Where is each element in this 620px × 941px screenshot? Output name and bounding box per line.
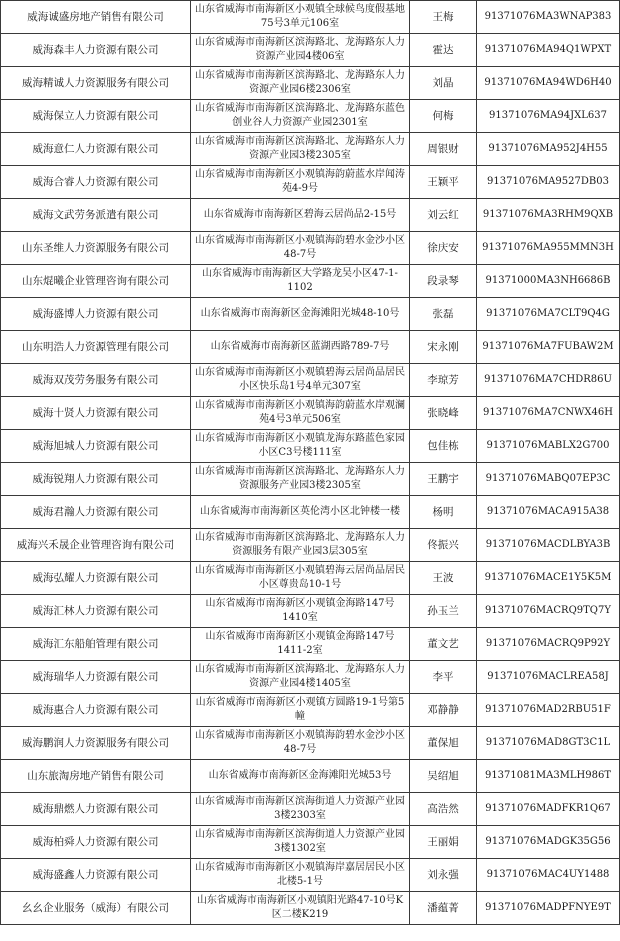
company-name-cell: 威海文武劳务派遣有限公司 — [1, 199, 191, 232]
company-name-cell: 威海兴禾晟企业管理咨询有限公司 — [1, 529, 191, 562]
table-row — [1, 430, 620, 463]
table-row — [1, 727, 620, 760]
company-name-cell: 威海旭城人力资源有限公司 — [1, 430, 191, 463]
credit-code-cell: 91371076MA7CNWX46H — [477, 397, 620, 430]
legal-representative-cell: 王波 — [410, 562, 477, 595]
table-row — [1, 265, 620, 298]
legal-representative-cell: 宋永刚 — [410, 331, 477, 364]
legal-representative-cell: 段录琴 — [410, 265, 477, 298]
company-name-cell: 山东焜曦企业管理咨询有限公司 — [1, 265, 191, 298]
address-cell: 山东省威海市南海新区滨海路北、龙海路东人力资源服务有限产业园3层305室 — [191, 529, 410, 562]
table-row — [1, 562, 620, 595]
company-name-cell: 威海精诚人力资源服务有限公司 — [1, 67, 191, 100]
legal-representative-cell: 张磊 — [410, 298, 477, 331]
company-name-cell: 山东圣维人力资源服务有限公司 — [1, 232, 191, 265]
company-name-cell: 威海双茂劳务服务有限公司 — [1, 364, 191, 397]
credit-code-cell: 91371076MACLREA58J — [477, 661, 620, 694]
legal-representative-cell: 孙玉兰 — [410, 595, 477, 628]
company-name-cell: 幺幺企业服务（威海）有限公司 — [1, 892, 191, 925]
table-row — [1, 166, 620, 199]
credit-code-cell: 91371076MAC4UY1488 — [477, 859, 620, 892]
address-cell: 山东省威海市南海新区小观镇碧海云居尚品居民小区尊贵岛10-1号 — [191, 562, 410, 595]
credit-code-cell: 91371076MABQ07EP3C — [477, 463, 620, 496]
credit-code-cell: 91371076MA7CHDR86U — [477, 364, 620, 397]
table-row — [1, 694, 620, 727]
table-row — [1, 859, 620, 892]
credit-code-cell: 91371076MA94WD6H40 — [477, 67, 620, 100]
table-row — [1, 661, 620, 694]
address-cell: 山东省威海市南海新区小观镇碧海云居尚品居民小区快乐岛1号4单元307室 — [191, 364, 410, 397]
table-body — [1, 1, 620, 925]
address-cell: 山东省威海市南海新区小观镇海韵碧水金沙小区48-7号 — [191, 232, 410, 265]
company-name-cell: 威海森丰人力资源有限公司 — [1, 34, 191, 67]
table-row — [1, 100, 620, 133]
legal-representative-cell: 潘蕴菁 — [410, 892, 477, 925]
table-row — [1, 793, 620, 826]
address-cell: 山东省威海市南海新区滨海街道人力资源产业园3楼2303室 — [191, 793, 410, 826]
company-name-cell: 威海汇林人力资源有限公司 — [1, 595, 191, 628]
table-row — [1, 1, 620, 34]
table-row — [1, 628, 620, 661]
table-row — [1, 463, 620, 496]
address-cell: 山东省威海市南海新区大学路龙吴小区47-1-1102 — [191, 265, 410, 298]
credit-code-cell: 91371076MA94JXL637 — [477, 100, 620, 133]
credit-code-cell: 91371076MA7FUBAW2M — [477, 331, 620, 364]
company-name-cell: 威海惠合人力资源有限公司 — [1, 694, 191, 727]
legal-representative-cell: 何梅 — [410, 100, 477, 133]
credit-code-cell: 91371076MACE1Y5K5M — [477, 562, 620, 595]
address-cell: 山东省威海市南海新区小观镇海韵碧水金沙小区48-7号 — [191, 727, 410, 760]
table-row — [1, 232, 620, 265]
company-name-cell: 威海弘耀人力资源有限公司 — [1, 562, 191, 595]
address-cell: 山东省威海市南海新区滨海路北、龙海路东人力资源产业园4楼06室 — [191, 34, 410, 67]
address-cell: 山东省威海市南海新区滨海路北、龙海路东蓝色创业谷人力资源产业园2301室 — [191, 100, 410, 133]
credit-code-cell: 91371076MA952J4H55 — [477, 133, 620, 166]
address-cell: 山东省威海市南海新区滨海路北、龙海路东人力资源产业园3楼2305室 — [191, 133, 410, 166]
address-cell: 山东省威海市南海新区小观镇龙海东路蓝色家园小区C3号楼111室 — [191, 430, 410, 463]
credit-code-cell: 91371076MACDLBYA3B — [477, 529, 620, 562]
credit-code-cell: 91371076MA94Q1WPXT — [477, 34, 620, 67]
table-row — [1, 760, 620, 793]
company-name-cell: 威海意仁人力资源有限公司 — [1, 133, 191, 166]
legal-representative-cell: 佟振兴 — [410, 529, 477, 562]
table-row — [1, 298, 620, 331]
table-row — [1, 397, 620, 430]
legal-representative-cell: 邓静静 — [410, 694, 477, 727]
company-name-cell: 威海鼎燃人力资源有限公司 — [1, 793, 191, 826]
company-name-cell: 威海盛鑫人力资源有限公司 — [1, 859, 191, 892]
company-name-cell: 威海盛博人力资源有限公司 — [1, 298, 191, 331]
legal-representative-cell: 刘云红 — [410, 199, 477, 232]
legal-representative-cell: 王丽娟 — [410, 826, 477, 859]
company-name-cell: 威海君瀚人力资源有限公司 — [1, 496, 191, 529]
company-name-cell: 威海锐翔人力资源有限公司 — [1, 463, 191, 496]
table-row — [1, 826, 620, 859]
address-cell: 山东省威海市南海新区小观镇金海路147号1410室 — [191, 595, 410, 628]
table-row — [1, 331, 620, 364]
company-name-cell: 威海瑞华人力资源有限公司 — [1, 661, 191, 694]
credit-code-cell: 91371076MA3RHM9QXB — [477, 199, 620, 232]
table-row — [1, 133, 620, 166]
credit-code-cell: 91371076MA7CLT9Q4G — [477, 298, 620, 331]
table-row — [1, 595, 620, 628]
address-cell: 山东省威海市南海新区小观镇金海路147号1411-2室 — [191, 628, 410, 661]
credit-code-cell: 91371076MADPFNYE9T — [477, 892, 620, 925]
legal-representative-cell: 刘晶 — [410, 67, 477, 100]
table-row — [1, 364, 620, 397]
credit-code-cell: 91371076MACRQ9P92Y — [477, 628, 620, 661]
table-row — [1, 529, 620, 562]
address-cell: 山东省威海市南海新区滨海街道人力资源产业园3楼1302室 — [191, 826, 410, 859]
company-name-cell: 威海鹏润人力资源服务有限公司 — [1, 727, 191, 760]
credit-code-cell: 91371076MACA915A38 — [477, 496, 620, 529]
credit-code-cell: 91371076MACRQ9TQ7Y — [477, 595, 620, 628]
address-cell: 山东省威海市南海新区碧海云居尚品2-15号 — [191, 199, 410, 232]
credit-code-cell: 91371076MAD2RBU51F — [477, 694, 620, 727]
address-cell: 山东省威海市南海新区滨海路北、龙海路东人力资源服务产业园3楼2305室 — [191, 463, 410, 496]
address-cell: 山东省威海市南海新区英伦湾小区北钟楼一楼 — [191, 496, 410, 529]
credit-code-cell: 91371076MAD8GT3C1L — [477, 727, 620, 760]
company-name-cell: 威海保立人力资源有限公司 — [1, 100, 191, 133]
company-name-cell: 威海诚盛房地产销售有限公司 — [1, 1, 191, 34]
legal-representative-cell: 杨明 — [410, 496, 477, 529]
legal-representative-cell: 张晓峰 — [410, 397, 477, 430]
company-name-cell: 山东旅淘房地产销售有限公司 — [1, 760, 191, 793]
credit-code-cell: 91371076MA3WNAP383 — [477, 1, 620, 34]
address-cell: 山东省威海市南海新区滨海路北、龙海路东人力资源产业园4楼1405室 — [191, 661, 410, 694]
company-name-cell: 威海合睿人力资源有限公司 — [1, 166, 191, 199]
credit-code-cell: 91371076MA955MMN3H — [477, 232, 620, 265]
table-row — [1, 892, 620, 925]
legal-representative-cell: 周银财 — [410, 133, 477, 166]
legal-representative-cell: 高浩然 — [410, 793, 477, 826]
legal-representative-cell: 包佳栋 — [410, 430, 477, 463]
credit-code-cell: 91371081MA3MLH986T — [477, 760, 620, 793]
legal-representative-cell: 王梅 — [410, 1, 477, 34]
company-name-cell: 威海十贤人力资源有限公司 — [1, 397, 191, 430]
legal-representative-cell: 王颖平 — [410, 166, 477, 199]
credit-code-cell: 91371000MA3NH6686B — [477, 265, 620, 298]
address-cell: 山东省威海市南海新区金海滩阳光城48-10号 — [191, 298, 410, 331]
address-cell: 山东省威海市南海新区蓝湖西路789-7号 — [191, 331, 410, 364]
credit-code-cell: 91371076MADGK35G56 — [477, 826, 620, 859]
credit-code-cell: 91371076MADFKR1Q67 — [477, 793, 620, 826]
credit-code-cell: 91371076MABLX2G700 — [477, 430, 620, 463]
legal-representative-cell: 霍达 — [410, 34, 477, 67]
address-cell: 山东省威海市南海新区小观镇方圆路19-1号第5幢 — [191, 694, 410, 727]
legal-representative-cell: 董保旭 — [410, 727, 477, 760]
credit-code-cell: 91371076MA9527DB03 — [477, 166, 620, 199]
legal-representative-cell: 吴绍旭 — [410, 760, 477, 793]
table-row — [1, 34, 620, 67]
legal-representative-cell: 李平 — [410, 661, 477, 694]
address-cell: 山东省威海市南海新区小观镇全球候鸟度假基地75号3单元106室 — [191, 1, 410, 34]
table-row — [1, 496, 620, 529]
legal-representative-cell: 王鹏宇 — [410, 463, 477, 496]
table-row — [1, 199, 620, 232]
address-cell: 山东省威海市南海新区小观镇海岸嘉居居民小区北楼5-1号 — [191, 859, 410, 892]
legal-representative-cell: 刘永强 — [410, 859, 477, 892]
address-cell: 山东省威海市南海新区金海滩阳光城53号 — [191, 760, 410, 793]
address-cell: 山东省威海市南海新区滨海路北、龙海路东人力资源产业园6楼2306室 — [191, 67, 410, 100]
address-cell: 山东省威海市南海新区小观镇海韵蔚蓝水岸观澜苑4号3单元506室 — [191, 397, 410, 430]
table-row — [1, 67, 620, 100]
address-cell: 山东省威海市南海新区小观镇阳光路47-10号K区二楼K219 — [191, 892, 410, 925]
legal-representative-cell: 董文艺 — [410, 628, 477, 661]
legal-representative-cell: 徐庆安 — [410, 232, 477, 265]
legal-representative-cell: 李琼芳 — [410, 364, 477, 397]
company-name-cell: 山东明浩人力资源管理有限公司 — [1, 331, 191, 364]
company-name-cell: 威海汇东船舶管理有限公司 — [1, 628, 191, 661]
company-name-cell: 威海柏舜人力资源有限公司 — [1, 826, 191, 859]
address-cell: 山东省威海市南海新区小观镇海韵蔚蓝水岸闻涛苑4-9号 — [191, 166, 410, 199]
